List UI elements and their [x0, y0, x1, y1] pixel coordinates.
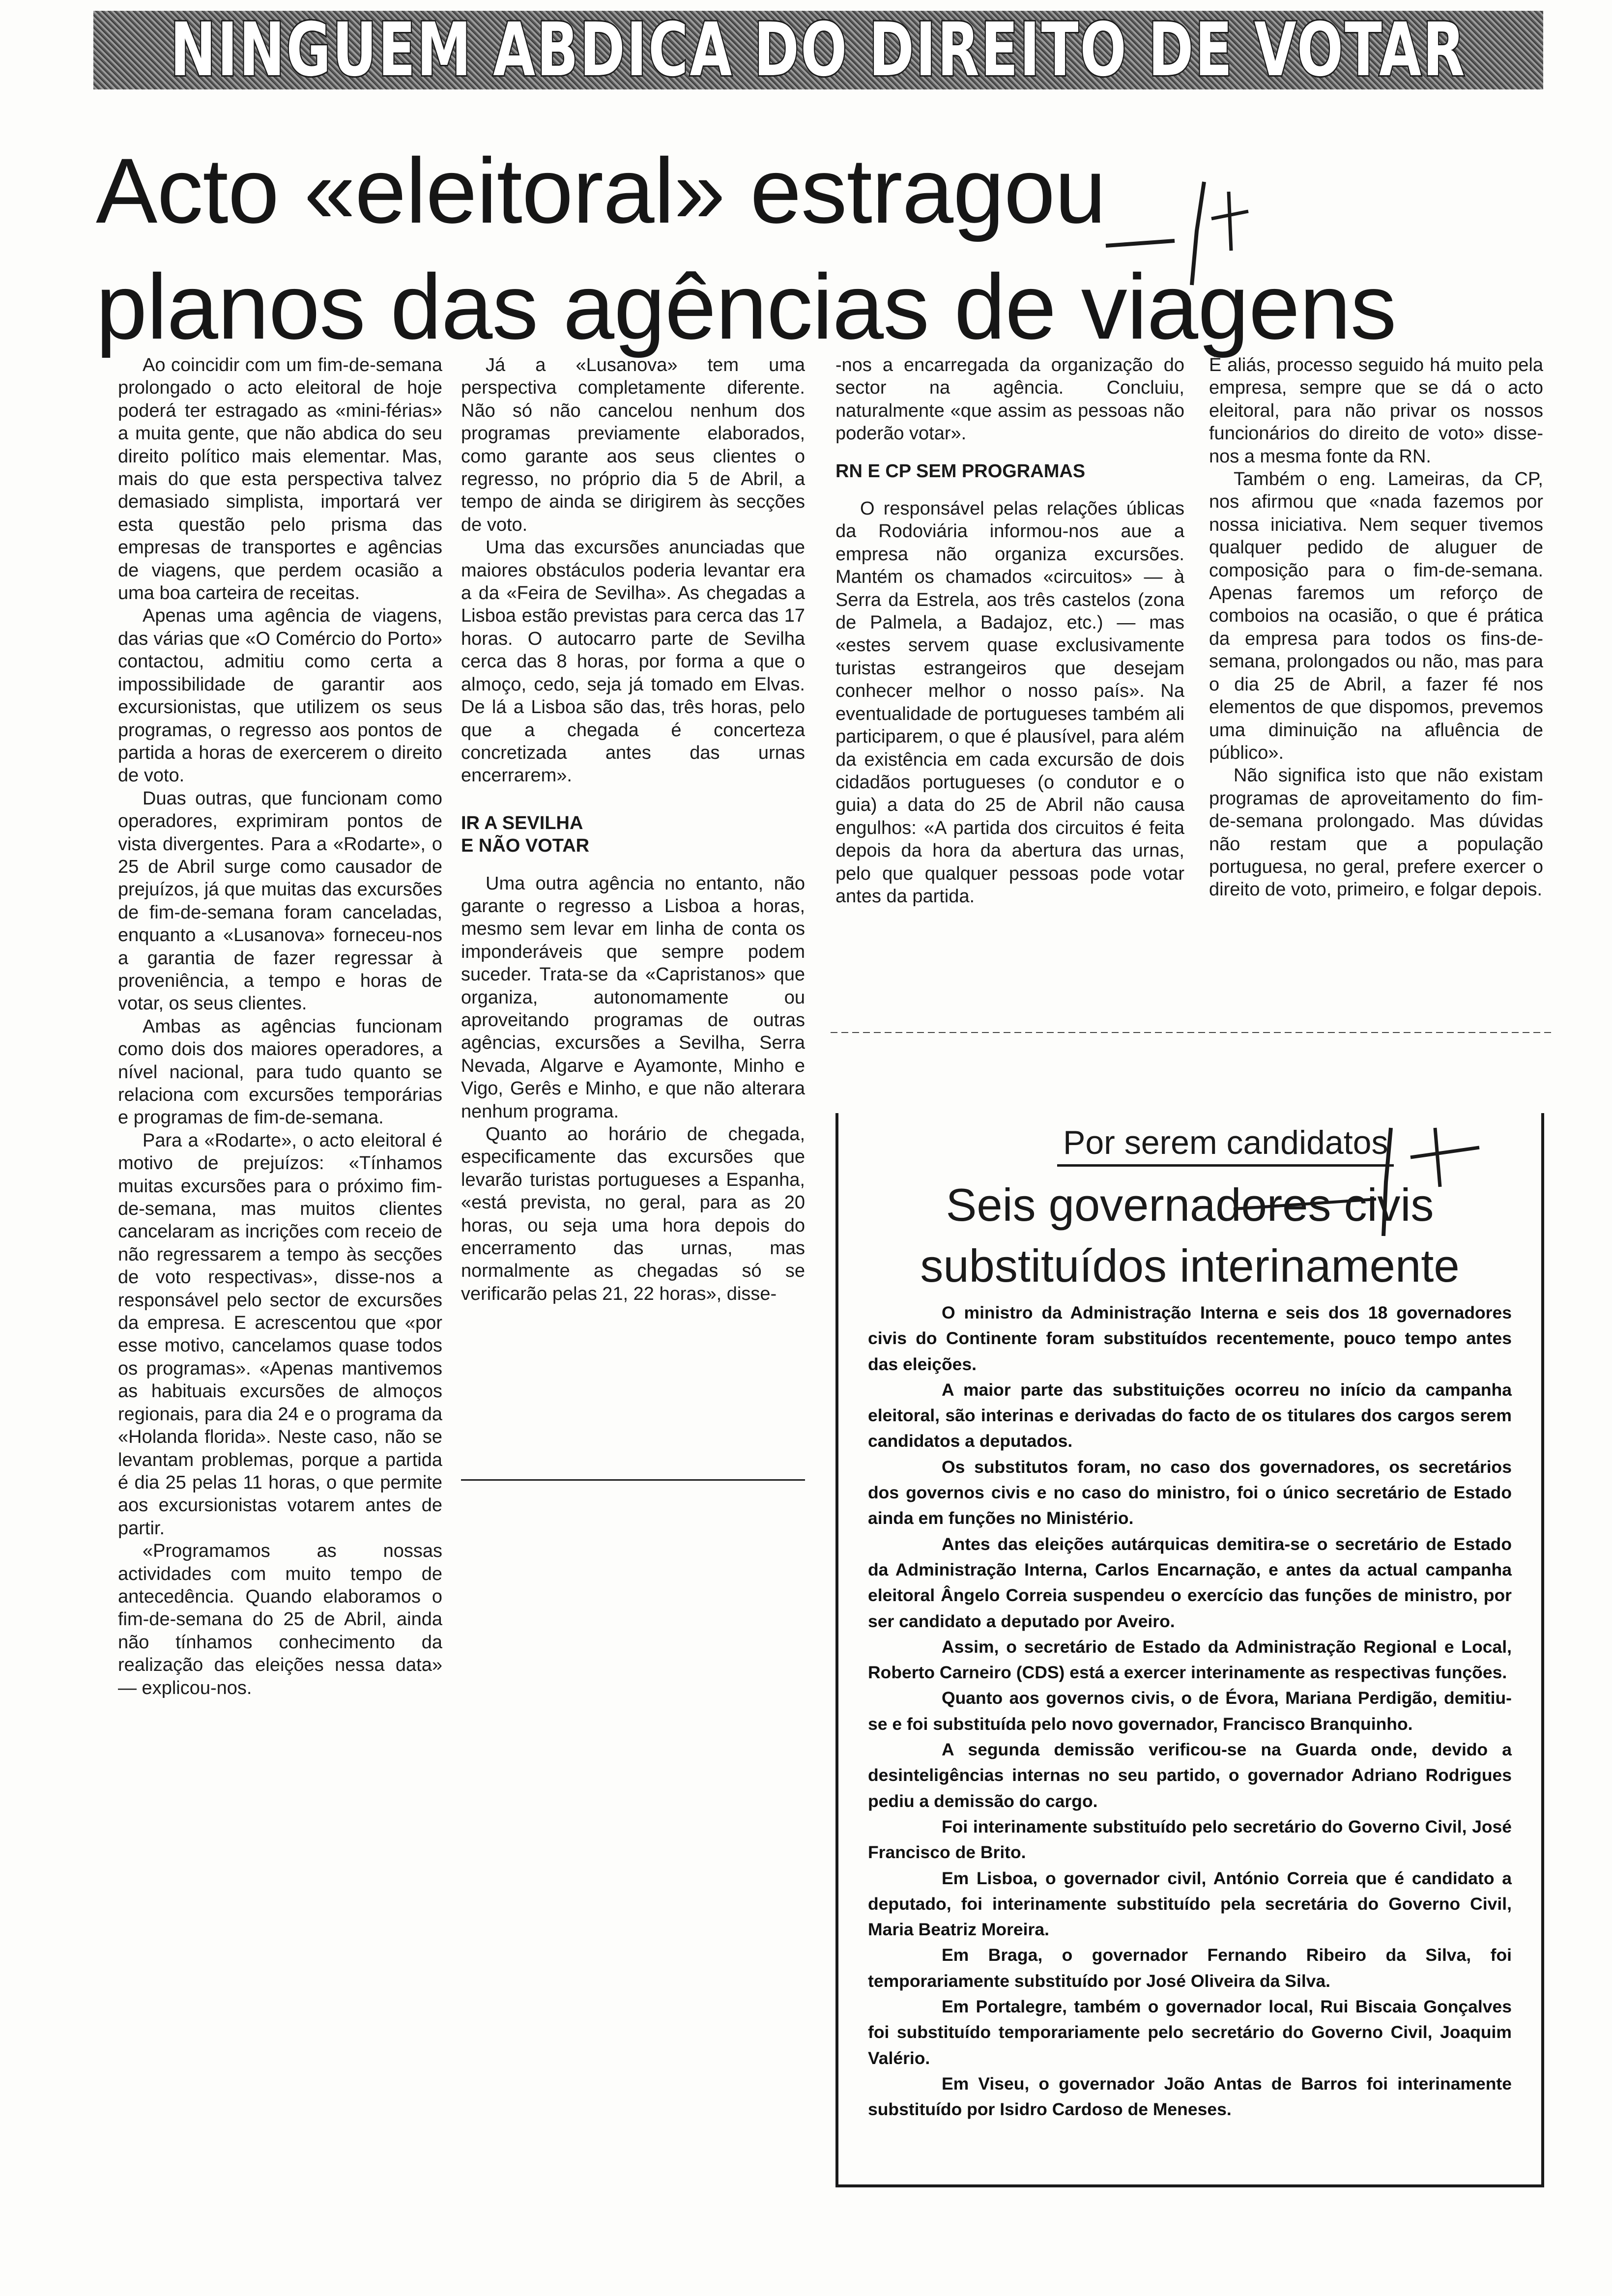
paragraph: Apenas uma agência de viagens, das várias que «O Comércio do Porto» contactou, admitiu como certa a impossibilidade de garantir aos excursionistas, que utilizem os seus programas, o regresso aos pontos de partida a horas de exercerem o direito de voto.	[118, 605, 442, 786]
paragraph: Duas outras, que funcionam como operadores, exprimiram pontos de vista divergentes. Para a «Rodarte», o 25 de Abril surge como causador de prejuízos, já que muitas das excursões de fim-de-semana foram canceladas, enquanto a «Lusanova» forneceu-nos a garantia de fazer regressar à proveniência, a tempo e horas de votar, os seus clientes.	[118, 788, 442, 1014]
paragraph: Uma outra agência no entanto, não garante o regresso a Lisboa a horas, mesmo sem levar em linha de conta os imponderáveis que sempre podem suceder. Trata-se da «Capristanos» que organiza, autonomamente ou aproveitando programas de outras agências, excursões a Sevilha, Serra Nevada, Algarve e Ayamonte, Minho e Vigo, Gerês e Minho, e que não alterara nenhum programa.	[461, 873, 805, 1122]
paragraph: Quanto aos governos civis, o de Évora, Mariana Perdigão, demitiu-se e foi substituída pelo novo governador, Francisco Branquinho.	[868, 1688, 1512, 1734]
paragraph: Ambas as agências funcionam como dois dos maiores operadores, a nível nacional, para tudo quanto se relaciona com excursões temporárias e programas de fim-de-semana.	[118, 1016, 442, 1128]
subheading-ir-a-sevilha: IR A SEVILHA E NÃO VOTAR	[461, 812, 590, 857]
paragraph: Também o eng. Lameiras, da CP, nos afirmou que «nada fazemos por nossa iniciativa. Nem sequer tivemos qualquer pedido de aluguer de composição para o fim-de-semana. Apenas faremos um reforço de comboios na ocasião, o que é prática da empresa para todos os fins-de-semana, prolongados ou não, mas para o dia 25 de Abril, a fazer fé nos elementos de que dispomos, prevemos uma diminuição na afluência de público».	[1209, 469, 1543, 763]
paragraph: Antes das eleições autárquicas demitira-se o secretário de Estado da Administração Interna, Carlos Encarnação, e antes da actual campanha eleitoral Ângelo Correia suspendeu o exercício das funções de ministro, por ser candidato a deputado por Aveiro.	[868, 1534, 1512, 1631]
pen-mark-headline	[1101, 172, 1278, 300]
column-rule	[461, 1479, 805, 1481]
box-body	[868, 1300, 1512, 2123]
paragraph: «Programamos as nossas actividades com muito tempo de antecedência. Quando elaboramos o fim-de-semana do 25 de Abril, ainda não tínhamos conhecimento da realização das eleições nessa data» — explicou-nos.	[118, 1541, 442, 1698]
paragraph: Quanto ao horário de chegada, especificamente das excursões que levarão turistas portugueses a Espanha, «está prevista, no geral, para as 20 horas, ou seja uma hora depois do encerramento das urnas, mas normalmente as chegadas só se verificarão pelas 21, 22 horas», disse-	[461, 1124, 805, 1304]
article-column-3	[835, 354, 1184, 908]
pen-mark-box	[1371, 1118, 1499, 1246]
paragraph: Em Braga, o governador Fernando Ribeiro da Silva, foi temporariamente substituído por José Oliveira da Silva.	[868, 1945, 1512, 1991]
paragraph: Uma das excursões anunciadas que maiores obstáculos poderia levantar era a da «Feira de Sevilha». As chegadas a Lisboa estão previstas para cerca das 17 horas. O autocarro parte de Sevilha cerca das 8 horas, por forma a que o almoço, cedo, seja já tomado em Elvas. De lá a Lisboa são das, três horas, pelo que a chegada é concerteza concretizada antes das urnas encerrarem».	[461, 537, 805, 786]
paragraph: O ministro da Administração Interna e seis dos 18 governadores civis do Continente foram substituídos recentemente, pouco tempo antes das eleições.	[868, 1303, 1512, 1374]
paragraph: Ao coincidir com um fim-de-semana prolongado o acto eleitoral de hoje poderá ter estragado as «mini-férias» a muita gente, que não abdica do seu direito político mais elementar. Mas, mais do que esta perspectiva talvez demasiado simplista, importará ver esta questão pelo prisma das empresas de transportes e agências de viagens, que perdem ocasião a uma boa carteira de receitas.	[118, 355, 442, 604]
paragraph: É aliás, processo seguido há muito pela empresa, sempre que se dá o acto eleitoral, para não privar os nossos funcionários do direito de voto» disse-nos a mesma fonte da RN.	[1209, 355, 1543, 467]
paragraph: Já a «Lusanova» tem uma perspectiva completamente diferente. Não só não cancelou nenhum dos programas previamente elaborados, como garante aos seus clientes o regresso, no próprio dia 5 de Abril, a tempo de ainda se dirigirem às secções de voto.	[461, 355, 805, 535]
subheading-rn-e-cp: RN E CP SEM PROGRAMAS	[835, 460, 1086, 482]
paragraph: -nos a encarregada da organização do sector na agência. Concluiu, naturalmente «que assim as pessoas não poderão votar».	[835, 355, 1184, 444]
paragraph: A segunda demissão verificou-se na Guarda onde, devido a desinteligências internas no seu partido, o governador Adriano Rodrigues pediu a demissão do cargo.	[868, 1740, 1512, 1811]
paragraph: Para a «Rodarte», o acto eleitoral é motivo de prejuízos: «Tínhamos muitas excursões para o próximo fim-de-semana, mas muitos clientes cancelaram as incrições com receio de não regressarem a tempo às secções de voto respectivas», disse-nos a responsável pelo sector de excursões da empresa. E acrescentou que «por esse motivo, cancelamos quase todos os programas». «Apenas mantivemos as habituais excursões de almoços regionais, para dia 24 e o programa da «Holanda florida». Neste caso, não se levantam problemas, porque a partida é dia 25 pelas 11 horas, o que permite aos excursionistas votarem antes de partir.	[118, 1130, 442, 1539]
section-banner	[93, 7, 1543, 93]
article-column-4	[1209, 354, 1543, 901]
article-column-1	[118, 354, 442, 1699]
paragraph: A maior parte das substituições ocorreu no início da campanha eleitoral, são interinas e derivadas do facto de os titulares dos cargos serem candidatos a deputados.	[868, 1379, 1512, 1451]
paragraph: O responsável pelas relações úblicas da Rodoviária informou-nos aue a empresa não organiza excursões. Mantém os chamados «circuitos» — à Serra da Estrela, aos três castelos (zona de Palmela, a Badajoz, etc.) — mas «estes servem quase exclusivamente turistas estrangeiros que desejam conhecer melhor o nosso país». Na eventualidade de portugueses também ali participarem, o que é plausível, para além da existência em cada excursão de dois cidadãos portugueses (o condutor e o guia) a data do 25 de Abril não causa engulhos: «A partida dos circuitos é feita depois da hora da abertura das urnas, pelo que qualquer pessoas pode votar antes da partida.	[835, 498, 1184, 907]
paragraph: Assim, o secretário de Estado da Administração Regional e Local, Roberto Carneiro (CDS) está a exercer interinamente as respectivas funções.	[868, 1636, 1512, 1683]
banner-title: NINGUEM ABDICA DO DIREITO DE VOTAR	[170, 7, 1467, 93]
box-title-line-2: substituídos interinamente	[920, 1240, 1460, 1292]
pen-strike-box-title	[1229, 1189, 1386, 1219]
paragraph: Em Viseu, o governador João Antas de Barros foi interinamente substituído por Isidro Cardoso de Meneses.	[868, 2073, 1512, 2120]
paragraph: Foi interinamente substituído pelo secretário do Governo Civil, José Francisco de Brito.	[868, 1816, 1512, 1863]
headline-line-1: Acto «eleitoral» estragou	[96, 139, 1106, 242]
headline	[96, 133, 1546, 365]
section-divider	[831, 1032, 1553, 1033]
article-column-2	[461, 354, 805, 1305]
paragraph: Não significa isto que não existam programas de aproveitamento do fim-de-semana prolongado. Mas dúvidas não restam que a população portuguesa, no geral, prefere exercer o direito de voto, primeiro, e folgar depois.	[1209, 765, 1543, 900]
sidebar-article-box	[835, 1113, 1544, 2187]
box-kicker: Por serem candidatos	[1057, 1123, 1394, 1167]
paragraph: Os substitutos foram, no caso dos governadores, os secretários dos governos civis e no caso do ministro, foi o único secretário de Estado ainda em funções no Ministério.	[868, 1457, 1512, 1528]
paragraph: Em Lisboa, o governador civil, António Correia que é candidato a deputado, foi interinamente substituído pela secretária do Governo Civil, Maria Beatriz Moreira.	[868, 1868, 1512, 1940]
paragraph: Em Portalegre, também o governador local, Rui Biscaia Gonçalves foi substituído temporariamente pelo secretário do Governo Civil, Joaquim Valério.	[868, 1997, 1512, 2068]
box-title-line-1: Seis governadores civis	[946, 1179, 1434, 1231]
headline-line-2: planos das agências de viagens	[96, 255, 1396, 358]
